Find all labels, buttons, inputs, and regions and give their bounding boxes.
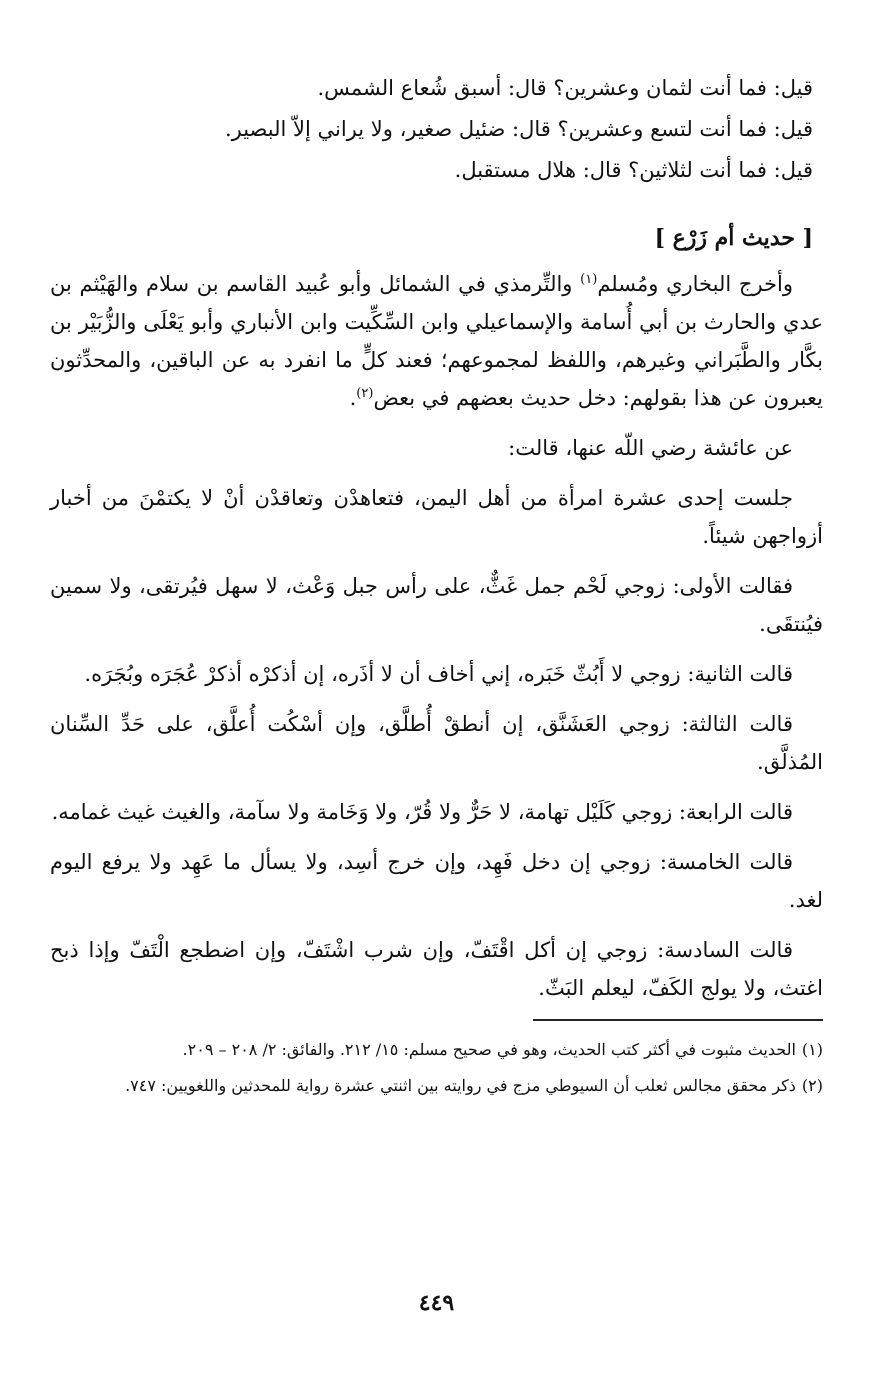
hadith-paragraph-1: جلست إحدى عشرة امرأة من أهل اليمن، فتعاهدْن وتعاقدْن أنْ لا يكتمْنَ من أخبار أزواجهن شيئاً.: [50, 486, 823, 548]
hadith-paragraph-5: قالت الرابعة: زوجي كَلَيْل تهامة، لا حَرٌّ ولا قُرّ، ولا وَخَامة ولا سآمة، والغيث غيث غمامه.: [51, 800, 793, 824]
footnote-ref-2: (٢): [356, 386, 374, 401]
footnote-1-text: الحديث مثبوت في أكثر كتب الحديث، وهو في صحيح مسلم: ١٥/ ٢١٢. والفائق: ٢/ ٢٠٨ – ٢٠٩.: [182, 1040, 796, 1059]
intro-line-1: قيل: فما أنت لثمان وعشرين؟ قال: أسبق شُعاع الشمس.: [317, 76, 813, 100]
hadith-paragraph-7: قالت السادسة: زوجي إن أكل اقْتَفّ، وإن شرب اشْتَفّ، وإن اضطجع الْتَفّ وإذا ذبح اغتث، ولا يولج الكَفّ، ليعلم البَثّ.: [50, 938, 823, 1000]
intro-paragraph-body: والتِّرمذي في الشمائل وأبو عُبيد القاسم بن سلام والهَيْثم بن عدي والحارث بن أبي أُسامة والإسماعيلي وابن السِّكِّيت وابن الأنباري وأبو يَعْلَى والزُّبَيْر بن بكَّار والطَّبَراني وغيرهم، واللفظ لمجموعهم؛ فعند كلٍّ ما انفرد به عن الباقين، والمحدِّثون يعبرون عن هذا بقولهم: دخل حديث بعضهم في بعض: [50, 272, 823, 410]
hadith-paragraph-6: قالت الخامسة: زوجي إن دخل فَهِد، وإن خرج أسِد، ولا يسأل ما عَهِد ولا يرفع اليوم لغد.: [50, 850, 823, 912]
narrator-line: عن عائشة رضي اللّه عنها، قالت:: [508, 436, 793, 460]
footnote-separator: [533, 1019, 823, 1021]
intro-paragraph: [50, 265, 823, 417]
hadith-paragraph-2: فقالت الأولى: زوجي لَحْم جمل غَثٌّ، على رأس جبل وَعْث، لا سهل فيُرتقى، ولا سمين فيُنتقَى.: [50, 574, 823, 636]
footnote-ref-1: (١): [580, 272, 598, 287]
intro-line-3: قيل: فما أنت لثلاثين؟ قال: هلال مستقبل.: [454, 158, 813, 182]
hadith-paragraph-4: قالت الثالثة: زوجي العَشَنَّق، إن أنطقْ أُطلَّق، وإن أسْكُت أُعلَّق، على حَدِّ السِّنان المُذلَّق.: [50, 712, 823, 774]
intro-paragraph-end: .: [349, 386, 357, 410]
page-number: ٤٤٩: [418, 1290, 455, 1316]
section-heading: [ حديث أم زَرْع ]: [654, 225, 813, 251]
footnote-2-text: ذكر محقق مجالس ثعلب أن السيوطي مزج في روايته بين اثنتي عشرة رواية للمحدثين واللغويين: ٧٤٧.: [125, 1076, 796, 1095]
footnote-1: [50, 1035, 823, 1065]
intro-paragraph-start: وأخرج البخاري ومُسلم: [597, 272, 793, 296]
hadith-paragraph-3: قالت الثانية: زوجي لا أَبُثّ خَبَره، إني أخاف أن لا أذَره، إن أذكرْه أذكرْ عُجَرَه وبُجَرَه.: [84, 662, 793, 686]
footnote-1-number: (١): [801, 1040, 823, 1059]
footnote-2: [50, 1071, 823, 1101]
intro-line-2: قيل: فما أنت لتسع وعشرين؟ قال: ضئيل صغير، ولا يراني إلاّ البصير.: [224, 117, 813, 141]
footnote-2-number: (٢): [801, 1076, 823, 1095]
